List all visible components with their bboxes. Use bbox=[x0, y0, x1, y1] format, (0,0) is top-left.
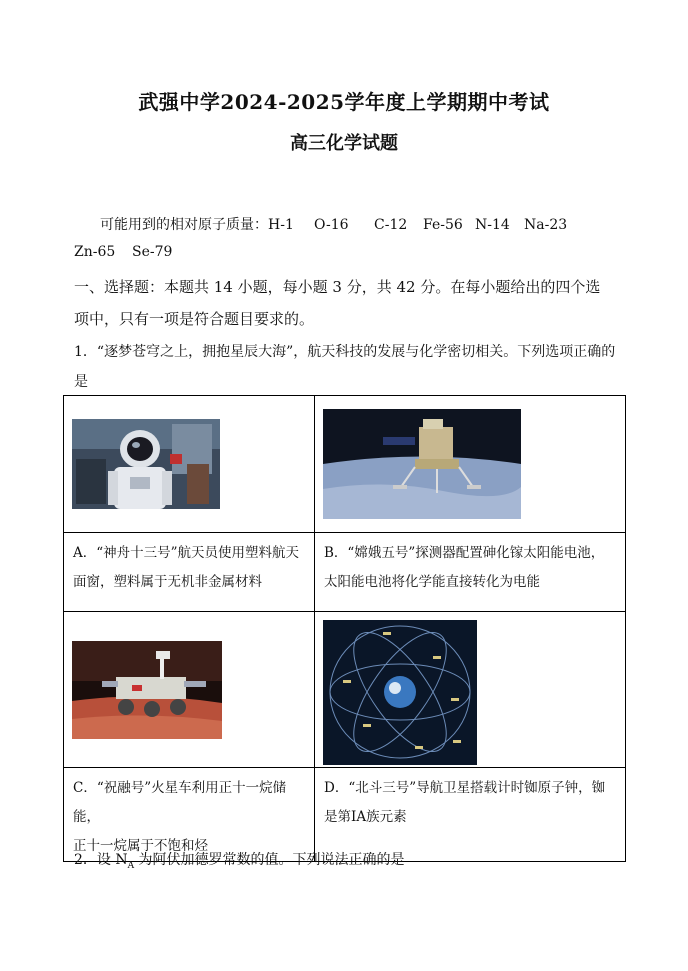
mass-fe: Fe-56 bbox=[423, 217, 463, 233]
atomic-mass-line-1 bbox=[100, 214, 567, 234]
mass-zn: Zn-65 bbox=[74, 244, 116, 260]
mass-se: Se-79 bbox=[132, 244, 173, 260]
mass-na: Na-23 bbox=[524, 217, 568, 233]
atomic-mass-line-2 bbox=[74, 244, 172, 260]
question-1-stem-end: 是 bbox=[74, 374, 88, 390]
section-instruction-line-1: 一、选择题：本题共 14 小题，每小题 3 分，共 42 分。在每小题给出的四个选 bbox=[74, 278, 601, 296]
option-b-image-cell bbox=[315, 396, 626, 533]
option-a-line-2: 面窗，塑料属于无机非金属材料 bbox=[73, 574, 262, 590]
option-d[interactable] bbox=[315, 768, 626, 862]
question-2-subscript: A bbox=[127, 860, 135, 871]
astronaut-photo bbox=[72, 419, 220, 509]
mass-o: O-16 bbox=[314, 217, 349, 233]
mass-h: H-1 bbox=[268, 217, 294, 233]
section-instruction-line-2: 项中，只有一项是符合题目要求的。 bbox=[74, 310, 315, 328]
question-1-options-table bbox=[63, 395, 626, 862]
option-b-line-1: B．“嫦娥五号”探测器配置砷化镓太阳能电池， bbox=[324, 545, 605, 561]
lunar-lander-photo bbox=[323, 409, 521, 519]
mass-c: C-12 bbox=[374, 217, 408, 233]
option-c[interactable] bbox=[64, 768, 315, 862]
question-2-prefix: 2．设 N bbox=[74, 852, 128, 868]
option-c-line-1: C．“祝融号”火星车利用正十一烷储能， bbox=[73, 780, 287, 825]
option-a-image-cell bbox=[64, 396, 315, 533]
exam-title: 武强中学2024-2025学年度上学期期中考试 bbox=[138, 90, 550, 114]
mass-n: N-14 bbox=[475, 217, 510, 233]
option-c-line-2: 正十一烷属于不饱和烃 bbox=[73, 838, 208, 854]
option-a[interactable] bbox=[64, 533, 315, 612]
mars-rover-photo bbox=[72, 641, 222, 739]
satellite-orbit-photo bbox=[323, 620, 477, 765]
option-b[interactable] bbox=[315, 533, 626, 612]
option-a-line-1: A．“神舟十三号”航天员使用塑料航天 bbox=[73, 545, 300, 561]
question-2-stem bbox=[74, 849, 405, 871]
question-2-suffix: 为阿伏加德罗常数的值。下列说法正确的是 bbox=[134, 852, 405, 868]
option-c-image-cell bbox=[64, 612, 315, 768]
option-d-line-2: 是第ⅠA族元素 bbox=[324, 809, 407, 825]
option-d-image-cell bbox=[315, 612, 626, 768]
option-b-line-2: 太阳能电池将化学能直接转化为电能 bbox=[324, 574, 540, 590]
option-d-line-1: D．“北斗三号”导航卫星搭载计时铷原子钟，铷 bbox=[324, 780, 606, 796]
question-1-stem: 1．“逐梦苍穹之上，拥抱星辰大海”，航天科技的发展与化学密切相关。下列选项正确的 bbox=[74, 344, 616, 360]
atomic-mass-intro: 可能用到的相对原子质量： bbox=[100, 217, 268, 233]
exam-subtitle: 高三化学试题 bbox=[290, 133, 398, 154]
